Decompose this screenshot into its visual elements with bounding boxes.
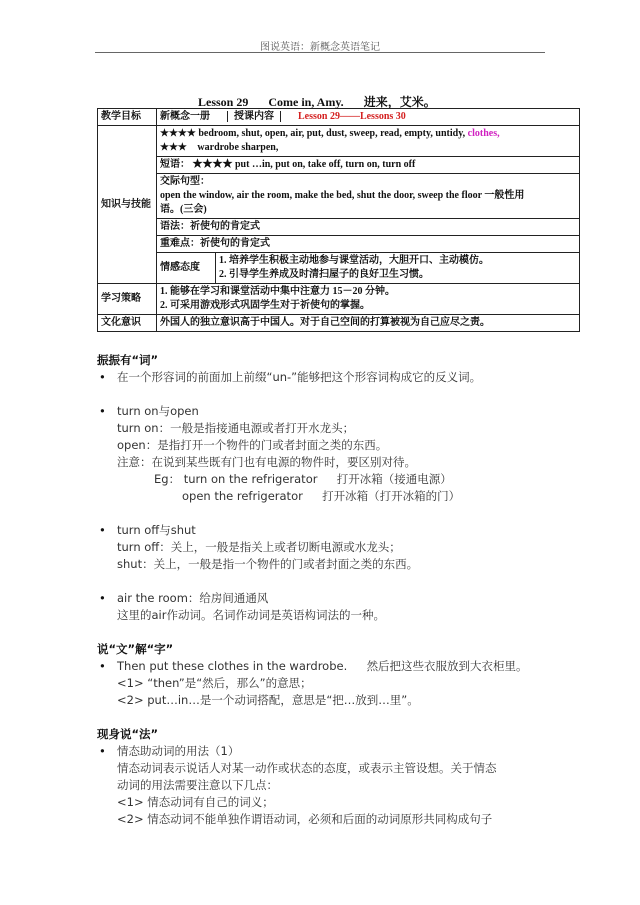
running-header: 图说英语：新概念英语笔记 [260, 42, 380, 53]
strategy-cell [157, 284, 580, 315]
row-label-knowledge: 知识与技能 [98, 126, 157, 284]
note-line: <2> 情态动词不能单独作谓语动词，必须和后面的动词原形共同构成句子 [117, 812, 493, 826]
row-label-attitude: 情感态度 [157, 253, 216, 284]
row-label-goals: 教学目标 [98, 109, 157, 126]
example-line [97, 488, 557, 505]
row-label-strategy: 学习策略 [98, 284, 157, 315]
section-title-text: 说“文”解“字” [97, 642, 174, 656]
eg-cn: 打开冰箱（接通电源） [336, 472, 452, 486]
table-row [98, 253, 580, 284]
section-title-words: 振振有“词” [97, 353, 159, 367]
table-row [98, 236, 580, 253]
attitude-cell [216, 253, 580, 284]
note-line: 注意：在说到某些既有门也有电源的物件时，要区别对待。 [117, 455, 416, 469]
expressions-cell [157, 174, 580, 219]
key-point-cell: 重难点：祈使句的肯定式 [157, 236, 580, 253]
list-item [97, 658, 557, 675]
note-line: <1> “then”是“然后，那么”的意思； [117, 676, 312, 690]
note-line: turn on：一般是指接通电源或者打开水龙头； [117, 421, 355, 435]
list-item: • turn on与open [97, 403, 557, 420]
list-item: • air the room：给房间通通风 [97, 590, 557, 607]
attitude-line: 2. 引导学生养成及时清扫屋子的良好卫生习惯。 [219, 269, 429, 280]
lesson-plan-table [97, 108, 580, 332]
table-row [98, 315, 580, 332]
table-row [98, 126, 580, 157]
content-label: 授课内容 [227, 111, 281, 122]
list-item: • 情态助动词的用法（1） [97, 743, 557, 760]
expr-line: 语。(三会) [160, 204, 207, 215]
list-item: • turn off与shut [97, 522, 557, 539]
note-line: shut：关上，一般是指一个物件的门或者封面之类的东西。 [117, 557, 419, 571]
list-item: • 在一个形容词的前面加上前缀“un-”能够把这个形容词构成它的反义词。 [97, 369, 557, 386]
eg-label: Eg： [154, 472, 181, 486]
lesson-title-en: Come in, Amy. [268, 95, 344, 109]
expr-line: open the window, air the room, make the bed, shut the door, sweep the floor 一般性用 [160, 190, 525, 201]
phrases-cell: 短语： ★★★★ put …in, put on, take off, turn on, turn off [157, 157, 580, 174]
note-line: 情态动词表示说话人对某一动作或状态的态度，或表示主管设想。关于情态 [117, 761, 497, 775]
eg-en: turn on the refrigerator [183, 472, 318, 486]
book-name: 新概念一册 [160, 111, 210, 122]
culture-cell: 外国人的独立意识高于中国人。对于自己空间的打算被视为自己应尽之责。 [157, 315, 580, 332]
vocab-words-2: wardrobe sharpen, [197, 142, 279, 153]
vocab-cell [157, 126, 580, 157]
strategy-line: 1. 能够在学习和课堂活动中集中注意力 15－20 分钟。 [160, 286, 395, 297]
table-row [98, 174, 580, 219]
eg-cn: 打开冰箱（打开冰箱的门） [322, 489, 461, 503]
section-title-grammar: 现身说“法” [97, 727, 159, 741]
lesson-title-cn: 进来，艾米。 [363, 95, 436, 109]
vocab-words: bedroom, shut, open, air, put, dust, sweep, read, empty, untidy, [198, 128, 466, 139]
notes-body [97, 352, 557, 828]
example-line [97, 471, 557, 488]
note-line: <2> put…in…是一个动词搭配，意思是“把…放到…里”。 [117, 693, 419, 707]
lessons-range: Lesson 29——Lessons 30 [298, 111, 406, 122]
note-line: 这里的air作动词。名词作动词是英语构词法的一种。 [117, 608, 385, 622]
goals-cell [157, 109, 580, 126]
note-line: <1> 情态动词有自己的词义； [117, 795, 274, 809]
sentence-en: Then put these clothes in the wardrobe. [117, 659, 348, 673]
table-row [98, 109, 580, 126]
table-row [98, 157, 580, 174]
sentence-cn: 然后把这些衣服放到大衣柜里。 [366, 659, 528, 673]
eg-en: open the refrigerator [182, 489, 303, 503]
strategy-line: 2. 可采用游戏形式巩固学生对于祈使句的掌握。 [160, 300, 370, 311]
note-line: open：是指打开一个物件的门或者封面之类的东西。 [117, 438, 388, 452]
stars-4: ★★★★ [160, 128, 196, 139]
table-row [98, 219, 580, 236]
lesson-number: Lesson 29 [198, 95, 249, 109]
table-row [98, 284, 580, 315]
vocab-extra: clothes, [467, 128, 500, 139]
stars-3: ★★★ [160, 142, 187, 153]
attitude-line: 1. 培养学生积极主动地参与课堂活动，大胆开口、主动模仿。 [219, 255, 489, 266]
note-line: 动词的用法需要注意以下几点： [117, 778, 278, 792]
expr-title: 交际句型： [160, 176, 210, 187]
note-line: turn off：关上，一般是指关上或者切断电源或水龙头； [117, 540, 401, 554]
row-label-culture: 文化意识 [98, 315, 157, 332]
grammar-cell: 语法：祈使句的肯定式 [157, 219, 580, 236]
header-rule [95, 52, 545, 53]
